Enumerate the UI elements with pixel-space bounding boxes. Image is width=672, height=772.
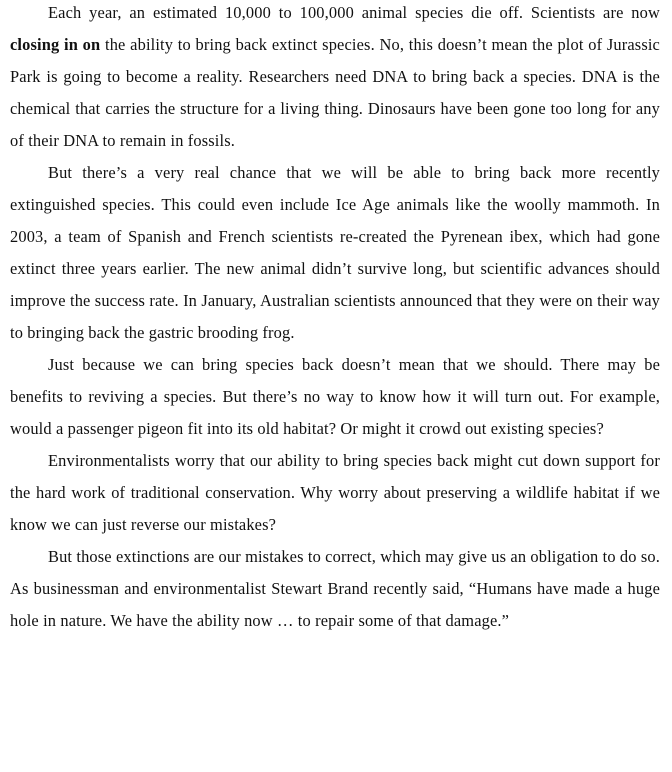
paragraph-1 [10,0,660,157]
paragraph-1-after-text: the ability to bring back extinct species. No, this doesn’t mean the plot of Jurassic Park is going to become a reality. Researchers need DNA to bring back a species. DNA is the chemical that carries the structure for a living thing. Dinosaurs have been gone too long for any of their DNA to remain in fossils. [10,35,660,150]
paragraph-2: But there’s a very real chance that we will be able to bring back more recently extinguished species. This could even include Ice Age animals like the woolly mammoth. In 2003, a team of Spanish and French scientists re-created the Pyrenean ibex, which had gone extinct three years earlier. The new animal didn’t survive long, but scientific advances should improve the success rate. In January, Australian scientists announced that they were on their way to bringing back the gastric brooding frog. [10,163,660,342]
paragraph-1-before-text: Each year, an estimated 10,000 to 100,000 animal species die off. Scientists are now [48,3,660,22]
paragraph-4: Environmentalists worry that our ability to bring species back might cut down support for the hard work of traditional conservation. Why worry about preserving a wildlife habitat if we know we can just reverse our mistakes? [10,451,660,534]
paragraph-5: But those extinctions are our mistakes to correct, which may give us an obligation to do so. As businessman and environmentalist Stewart Brand recently said, “Humans have made a huge hole in nature. We have the ability now … to repair some of that damage.” [10,547,660,630]
bold-phrase: closing in on [10,35,101,54]
paragraph-3: Just because we can bring species back doesn’t mean that we should. There may be benefits to reviving a species. But there’s no way to know how it will turn out. For example, would a passenger pigeon fit into its old habitat? Or might it crowd out existing species? [10,355,660,438]
